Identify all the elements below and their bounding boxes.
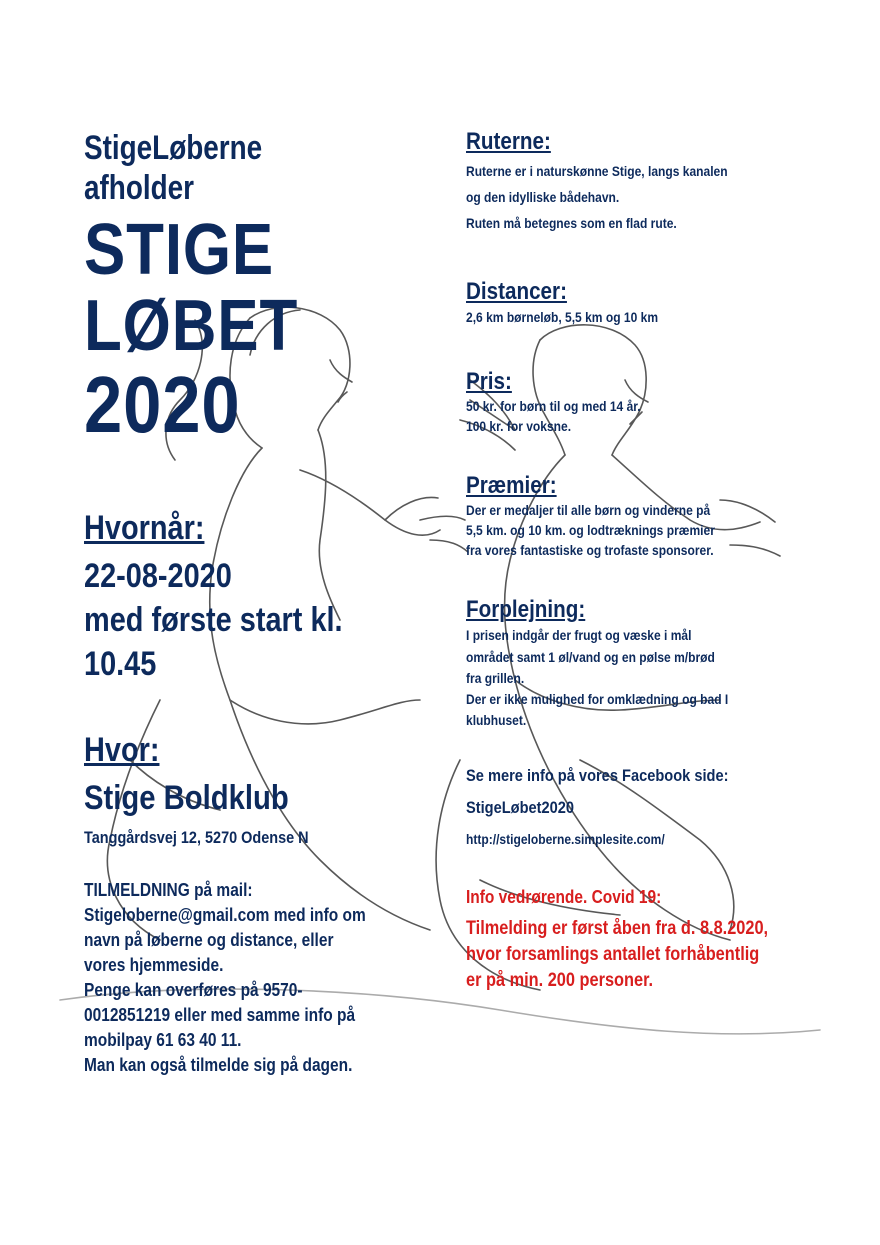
price-line: 50 kr. for børn til og med 14 år. — [466, 398, 641, 414]
organizer-block — [84, 128, 424, 208]
facebook-page-name[interactable]: StigeLøbet2020 — [466, 798, 575, 817]
distances-text: 2,6 km børneløb, 5,5 km og 10 km — [466, 309, 659, 325]
distances-section — [466, 278, 806, 328]
event-year: 2020 — [84, 360, 241, 449]
catering-section — [466, 596, 806, 730]
venue-address: Tanggårdsvej 12, 5270 Odense N — [84, 828, 309, 847]
when-line: med første start kl. — [84, 601, 343, 639]
when-line: 22-08-2020 — [84, 557, 232, 595]
catering-line: Der er ikke mulighed for omklædning og bad I — [466, 691, 729, 707]
prizes-section — [466, 472, 806, 560]
routes-line: og den idylliske bådehavn. — [466, 189, 620, 205]
prizes-line: Der er medaljer til alle børn og vinderne på — [466, 502, 711, 518]
prizes-line: fra vores fantastiske og trofaste sponsorer. — [466, 542, 714, 558]
signup-email-line[interactable]: Stigeloberne@gmail.com med info om — [84, 905, 366, 925]
catering-heading: Forplejning: — [466, 596, 586, 623]
prizes-heading: Præmier: — [466, 472, 557, 499]
covid-heading: Info vedrørende. Covid 19: — [466, 887, 662, 907]
covid-line: hvor forsamlings antallet forhåbentlig — [466, 944, 760, 965]
right-column — [466, 128, 806, 994]
routes-section — [466, 128, 806, 234]
covid-section — [466, 882, 806, 994]
catering-line: området samt 1 øl/vand og en pølse m/brød — [466, 649, 715, 665]
prizes-line: 5,5 km. og 10 km. og lodtræknings præmier — [466, 522, 715, 538]
venue-name: Stige Boldklub — [84, 779, 289, 817]
event-title-line2: LØBET — [84, 286, 299, 366]
signup-line: vores hjemmeside. — [84, 955, 224, 975]
signup-section — [84, 878, 424, 1078]
signup-line: Penge kan overføres på 9570- — [84, 980, 303, 1000]
covid-line: Tilmelding er først åben fra d. 8.8.2020, — [466, 918, 769, 939]
catering-line: I prisen indgår der frugt og væske i mål — [466, 627, 692, 643]
price-section — [466, 368, 806, 436]
signup-line: navn på løberne og distance, eller — [84, 930, 334, 950]
website-link[interactable]: http://stigeloberne.simplesite.com/ — [466, 831, 665, 847]
facebook-section — [466, 760, 806, 854]
where-heading: Hvor: — [84, 731, 160, 769]
where-section — [84, 730, 424, 848]
catering-line: fra grillen. — [466, 670, 525, 686]
left-column — [84, 128, 424, 1078]
event-title — [84, 210, 424, 449]
covid-line: er på min. 200 personer. — [466, 970, 654, 991]
event-title-line1: STIGE — [84, 210, 275, 290]
routes-line: Ruterne er i naturskønne Stige, langs kanalen — [466, 163, 728, 179]
when-heading: Hvornår: — [84, 509, 205, 547]
facebook-intro: Se mere info på vores Facebook side: — [466, 766, 729, 785]
price-line: 100 kr. for voksne. — [466, 418, 572, 434]
when-section — [84, 508, 424, 684]
distances-heading: Distancer: — [466, 278, 567, 305]
signup-line: mobilpay 61 63 40 11. — [84, 1030, 242, 1050]
price-heading: Pris: — [466, 368, 512, 395]
routes-line: Ruten må betegnes som en flad rute. — [466, 215, 677, 231]
routes-heading: Ruterne: — [466, 128, 551, 155]
catering-line: klubhuset. — [466, 712, 527, 728]
organizer-line: StigeLøberne — [84, 129, 263, 167]
signup-line: 0012851219 eller med samme info på — [84, 1005, 356, 1025]
when-line: 10.45 — [84, 645, 157, 683]
organizer-line: afholder — [84, 169, 194, 207]
signup-line: Man kan også tilmelde sig på dagen. — [84, 1055, 353, 1075]
signup-line: TILMELDNING på mail: — [84, 880, 253, 900]
